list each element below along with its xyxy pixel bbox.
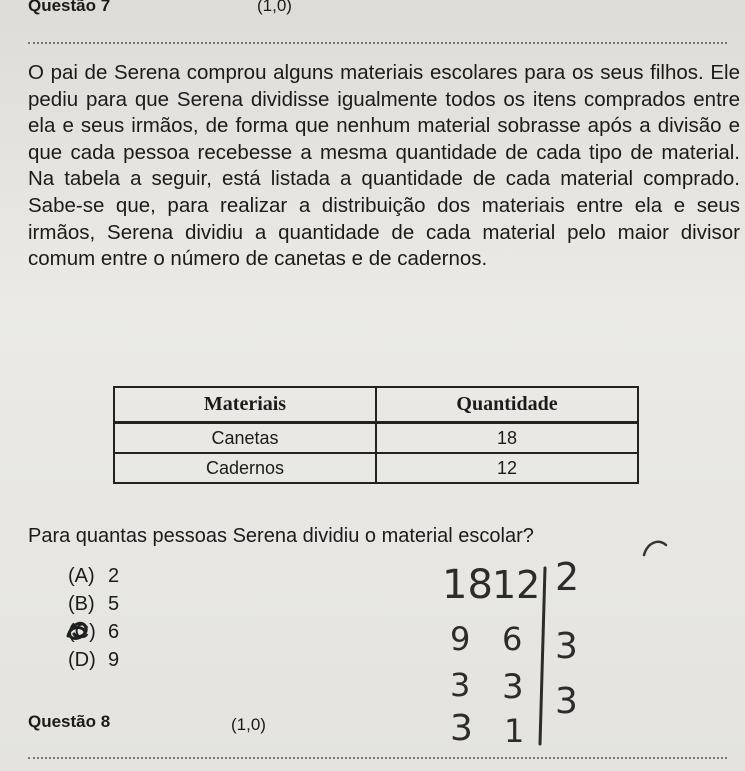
hand-3b: 3 (450, 666, 471, 704)
hand-3e: 3 (450, 708, 473, 748)
table-row (114, 453, 638, 483)
table-cell-quantidade: 12 (376, 453, 638, 483)
hand-2: 2 (555, 555, 580, 599)
handwritten-division (440, 548, 610, 748)
option-label: (D) (68, 649, 96, 671)
table-cell-material: Canetas (114, 423, 376, 454)
table-cell-quantidade: 18 (376, 423, 638, 454)
hand-12: 12 (492, 563, 541, 607)
answer-scribble-mark (64, 618, 102, 644)
option-d[interactable] (68, 649, 119, 672)
materials-table (113, 386, 639, 484)
divider-bottom (28, 757, 727, 759)
hand-6: 6 (502, 620, 523, 658)
divider-top (28, 42, 727, 44)
hand-3a: 3 (555, 626, 578, 667)
option-value: 2 (108, 565, 120, 587)
question-statement: O pai de Serena comprou alguns materiais escolares para os seus filhos. Ele pediu para que Serena dividisse igualmente todos os itens comprados entre ela e seus irmãos, de forma que nenhum material sobrasse após a divisão e que cada pessoa recebesse a mesma quantidade de cada tipo de material. Na tabela a seguir, está listada a quantidade de cada material comprado. Sabe-se que, para realizar a distribuição dos materiais entre ela e seus irmãos, Serena dividiu a quantidade de cada material pelo maior divisor comum entre o número de canetas e de cadernos. (28, 61, 740, 271)
option-value: 5 (108, 593, 120, 615)
option-label: (B) (68, 593, 95, 615)
option-value: 9 (108, 649, 120, 671)
question-prompt: Para quantas pessoas Serena dividiu o material escolar? (28, 525, 534, 547)
hand-1: 1 (504, 712, 525, 748)
table-cell-material: Cadernos (114, 453, 376, 483)
hand-3d: 3 (555, 681, 578, 722)
question-8-score: (1,0) (231, 715, 266, 734)
table-header-materiais: Materiais (114, 387, 376, 423)
option-label: (C) (68, 621, 96, 643)
option-value: 6 (108, 621, 120, 643)
hand-3c: 3 (502, 667, 524, 707)
option-b[interactable] (68, 593, 119, 616)
question-8-title: Questão 8 (28, 712, 111, 731)
option-a[interactable] (68, 565, 119, 588)
pen-marks (640, 535, 670, 565)
question-7-score: (1,0) (257, 0, 292, 15)
table-header-quantidade: Quantidade (376, 387, 638, 423)
question-7-title: Questão 7 (28, 0, 111, 15)
option-label: (A) (68, 565, 95, 587)
hand-9: 9 (450, 620, 471, 658)
bleed-through-text (330, 2, 334, 19)
table-row (114, 423, 638, 454)
hand-18: 18 (442, 562, 493, 608)
